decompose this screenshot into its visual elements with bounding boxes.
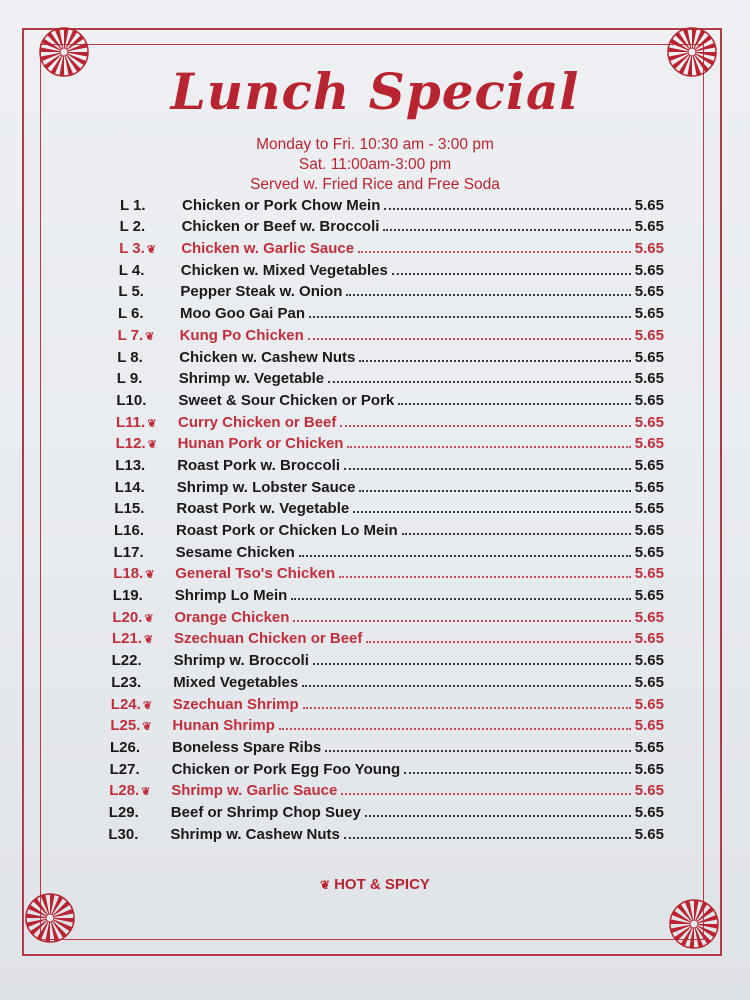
item-price: 5.65 (634, 391, 664, 409)
item-price: 5.65 (634, 717, 664, 735)
dot-leader (279, 728, 631, 730)
chili-pepper-icon: ❦ (320, 878, 331, 892)
item-code (116, 414, 178, 431)
item-code-text: L19. (112, 587, 143, 605)
item-name: Shrimp Lo Mein (174, 587, 288, 605)
menu-item-row (118, 322, 664, 344)
item-code (119, 262, 181, 279)
dot-leader (346, 294, 630, 296)
item-code-text: L11. (116, 413, 146, 431)
item-price: 5.65 (634, 196, 664, 214)
menu-item-row (112, 604, 664, 626)
item-name: General Tso's Chicken (175, 565, 336, 583)
dot-leader (365, 815, 631, 817)
item-price: 5.65 (634, 825, 664, 843)
item-code-text: L 4. (118, 261, 145, 279)
chili-pepper-icon: ❦ (147, 439, 157, 452)
dot-leader (359, 490, 630, 492)
item-code-text: L 7. (117, 326, 144, 344)
item-code (111, 696, 173, 713)
item-name: Shrimp w. Vegetable (178, 370, 325, 388)
menu-item-row (120, 192, 664, 214)
item-name: Chicken w. Cashew Nuts (179, 348, 356, 366)
item-code (113, 565, 175, 582)
item-code (119, 240, 181, 257)
item-price: 5.65 (634, 673, 664, 691)
chili-pepper-icon: ❦ (142, 699, 153, 712)
item-price: 5.65 (634, 478, 664, 496)
item-name: Shrimp w. Broccoli (173, 652, 309, 670)
sunburst-ornament-icon (668, 898, 720, 950)
item-code-text: L16. (114, 522, 145, 539)
menu-item-row (113, 561, 664, 583)
item-code (112, 630, 174, 647)
menu-list (108, 192, 664, 843)
dot-leader (398, 403, 631, 405)
item-code-text: L22. (111, 652, 142, 670)
item-price: 5.65 (634, 218, 664, 236)
item-code-text: L 6. (118, 305, 144, 323)
item-name: Szechuan Shrimp (172, 695, 299, 713)
item-name: Kung Po Chicken (179, 326, 304, 344)
item-code (118, 305, 180, 322)
menu-item-row (110, 713, 664, 735)
item-code (116, 435, 178, 452)
chili-pepper-icon: ❦ (142, 721, 152, 734)
item-code (112, 652, 174, 669)
item-code (114, 544, 176, 561)
item-name: Roast Pork w. Vegetable (176, 500, 350, 518)
item-name: Sesame Chicken (175, 543, 295, 561)
item-price: 5.65 (634, 738, 664, 756)
item-name: Chicken w. Mixed Vegetables (180, 261, 388, 279)
dot-leader (293, 620, 630, 622)
item-code-text: L28. (109, 782, 140, 800)
dot-leader (344, 468, 631, 470)
menu-item-row (116, 387, 664, 409)
item-code-text: L23. (111, 673, 142, 691)
menu-item-row (113, 582, 664, 604)
hours-block (0, 135, 750, 195)
item-price: 5.65 (634, 413, 664, 431)
item-price: 5.65 (634, 261, 664, 279)
item-code-text: L 9. (116, 370, 143, 388)
item-code-text: L20. (112, 608, 143, 626)
item-code-text: L14. (114, 478, 145, 496)
item-price: 5.65 (634, 240, 664, 258)
item-code-text: L21. (112, 630, 143, 648)
menu-item-row (112, 626, 664, 648)
item-code (112, 609, 174, 626)
item-price: 5.65 (634, 456, 664, 474)
item-price: 5.65 (634, 500, 664, 518)
menu-title: Lunch Special (170, 62, 580, 121)
item-price: 5.65 (634, 283, 664, 301)
menu-item-row (117, 344, 664, 366)
item-price: 5.65 (634, 522, 664, 539)
item-name: Roast Pork w. Broccoli (177, 456, 341, 474)
chili-pepper-icon: ❦ (145, 330, 155, 343)
item-code (110, 761, 172, 778)
item-code (114, 500, 176, 517)
item-name: Shrimp w. Cashew Nuts (170, 825, 340, 843)
dot-leader (358, 251, 631, 253)
item-code (120, 197, 182, 214)
dot-leader (353, 511, 631, 513)
item-name: Szechuan Chicken or Beef (174, 630, 363, 648)
item-code (108, 826, 170, 843)
item-price: 5.65 (634, 760, 664, 778)
menu-item-row (119, 235, 664, 257)
item-price: 5.65 (634, 782, 664, 800)
menu-item-row (108, 821, 664, 843)
hours-weekday: Monday to Fri. 10:30 am - 3:00 pm (256, 136, 494, 153)
item-price: 5.65 (634, 608, 664, 626)
chili-pepper-icon: ❦ (144, 634, 154, 647)
item-code-text: L 8. (117, 348, 143, 366)
dot-leader (340, 425, 630, 427)
item-code (114, 522, 176, 539)
item-name: Orange Chicken (174, 608, 290, 626)
item-code (116, 392, 178, 409)
item-name: Pepper Steak w. Onion (180, 283, 343, 301)
item-code-text: L30. (108, 825, 139, 843)
dot-leader (309, 316, 631, 318)
item-name: Shrimp w. Garlic Sauce (171, 782, 338, 800)
hot-spicy-legend (0, 876, 750, 893)
dot-leader (402, 533, 631, 535)
menu-item-row (111, 669, 664, 691)
dot-leader (303, 707, 631, 709)
item-name: Roast Pork or Chicken Lo Mein (176, 522, 398, 539)
item-name: Beef or Shrimp Chop Suey (170, 803, 361, 821)
menu-item-row (118, 300, 664, 322)
menu-item-row (109, 799, 664, 821)
served-with-note: Served w. Fried Rice and Free Soda (250, 176, 500, 193)
item-price: 5.65 (634, 326, 664, 344)
item-name: Shrimp w. Lobster Sauce (176, 478, 356, 496)
dot-leader (404, 772, 631, 774)
item-code-text: L12. (115, 435, 146, 453)
menu-item-row (112, 647, 664, 669)
item-name: Chicken or Pork Egg Foo Young (171, 760, 401, 778)
item-name: Hunan Pork or Chicken (177, 435, 344, 453)
dot-leader (347, 446, 630, 448)
dot-leader (359, 360, 630, 362)
item-code-text: L24. (110, 695, 141, 713)
item-code (110, 739, 172, 756)
item-name: Moo Goo Gai Pan (180, 305, 306, 323)
item-code-text: L10. (116, 391, 147, 409)
item-code (109, 804, 171, 821)
item-code (117, 370, 179, 387)
menu-item-row (114, 517, 664, 539)
menu-item-row (110, 734, 664, 756)
item-price: 5.65 (634, 305, 664, 323)
dot-leader (308, 338, 631, 340)
dot-leader (366, 641, 630, 643)
hours-saturday: Sat. 11:00am-3:00 pm (298, 156, 452, 173)
dot-leader (383, 229, 630, 231)
item-code-text: L27. (109, 760, 140, 778)
item-name: Boneless Spare Ribs (172, 738, 322, 756)
item-code (113, 587, 175, 604)
menu-item-row (110, 756, 664, 778)
item-price: 5.65 (634, 348, 664, 366)
item-code (118, 327, 180, 344)
item-code-text: L13. (115, 456, 146, 474)
item-code-text: L26. (110, 738, 141, 756)
item-name: Sweet & Sour Chicken or Pork (178, 391, 395, 409)
chili-pepper-icon: ❦ (145, 569, 155, 582)
item-code-text: L15. (114, 500, 145, 518)
item-name: Hunan Shrimp (172, 717, 275, 735)
item-code-text: L 3. (119, 240, 145, 258)
menu-item-row (118, 279, 664, 301)
menu-item-row (109, 778, 664, 800)
dot-leader (384, 208, 630, 210)
menu-item-row (120, 214, 664, 236)
item-price: 5.65 (634, 543, 664, 561)
item-price: 5.65 (634, 803, 664, 821)
dot-leader (302, 685, 631, 687)
item-code-text: L 1. (120, 196, 146, 214)
legend-label: HOT & SPICY (334, 876, 430, 893)
menu-item-row (114, 496, 664, 518)
menu-item-row (114, 539, 664, 561)
menu-item-row (115, 452, 664, 474)
item-code-text: L17. (113, 543, 144, 561)
dot-leader (313, 663, 631, 665)
menu-item-row (117, 366, 664, 388)
dot-leader (392, 273, 631, 275)
menu-item-row (116, 409, 664, 431)
item-price: 5.65 (634, 630, 664, 648)
item-code (110, 717, 172, 734)
item-name: Chicken or Pork Chow Mein (182, 196, 381, 214)
item-price: 5.65 (634, 435, 664, 453)
item-code-text: L 2. (119, 218, 146, 236)
item-code (115, 479, 177, 496)
item-code (118, 283, 180, 300)
item-name: Mixed Vegetables (173, 673, 299, 691)
item-price: 5.65 (634, 695, 664, 713)
item-code (117, 349, 179, 366)
item-name: Chicken w. Garlic Sauce (181, 240, 355, 258)
item-code (111, 674, 173, 691)
item-code-text: L25. (110, 717, 141, 735)
item-price: 5.65 (634, 652, 664, 670)
dot-leader (339, 576, 631, 578)
chili-pepper-icon: ❦ (146, 244, 156, 257)
dot-leader (344, 837, 631, 839)
item-price: 5.65 (634, 370, 664, 388)
item-code (109, 782, 171, 799)
item-price: 5.65 (634, 587, 664, 605)
menu-item-row (119, 257, 664, 279)
item-code (120, 218, 182, 235)
dot-leader (299, 555, 631, 557)
item-code (115, 457, 177, 474)
dot-leader (341, 793, 630, 795)
menu-item-row (115, 474, 664, 496)
item-code-text: L29. (108, 803, 139, 821)
item-code-text: L 5. (118, 283, 144, 301)
dot-leader (328, 381, 631, 383)
item-price: 5.65 (634, 565, 664, 583)
menu-item-row (111, 691, 664, 713)
chili-pepper-icon: ❦ (141, 786, 151, 799)
chili-pepper-icon: ❦ (147, 417, 157, 430)
item-code-text: L18. (113, 565, 144, 583)
item-name: Curry Chicken or Beef (178, 413, 337, 431)
dot-leader (291, 598, 631, 600)
menu-item-row (116, 431, 664, 453)
dot-leader (325, 750, 631, 752)
item-name: Chicken or Beef w. Broccoli (181, 218, 380, 236)
chili-pepper-icon: ❦ (144, 612, 154, 625)
sunburst-ornament-icon (24, 892, 76, 944)
